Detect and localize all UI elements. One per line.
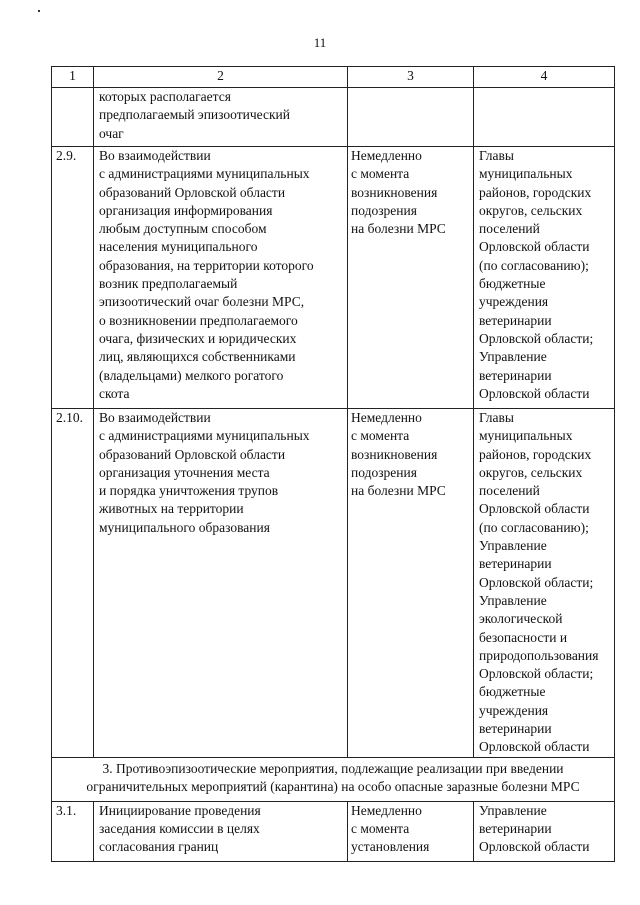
text-line: возникновения — [351, 184, 438, 200]
text-line: муниципального образования — [99, 519, 270, 535]
text-line: (по согласованию); — [479, 519, 589, 535]
text-line: округов, сельских — [479, 202, 583, 218]
text-line: с администрациями муниципальных — [99, 166, 310, 182]
text-line: на болезни МРС — [351, 221, 446, 237]
text-line: бюджетные — [479, 276, 546, 292]
text-line: Орловской области — [479, 739, 590, 755]
text-line: организация уточнения места — [99, 464, 270, 480]
text-line: ветеринарии — [479, 312, 552, 328]
section-3-heading-row — [52, 757, 615, 801]
text-line: ветеринарии — [479, 367, 552, 383]
text-line: экологической — [479, 611, 563, 627]
text-line: Орловской области; — [479, 666, 594, 682]
text-line: Орловской области; — [479, 574, 594, 590]
measure-cell — [94, 147, 348, 409]
text-line: образований Орловской области — [99, 184, 286, 200]
responsible-cell — [474, 88, 615, 147]
text-line: Орловской области — [479, 385, 590, 401]
text-line: природопользования — [479, 647, 599, 663]
text-line: возник предполагаемый — [99, 276, 238, 292]
text-line: очага, физических и юридических — [99, 330, 297, 346]
deadline-cell — [348, 801, 474, 861]
text-line: ветеринарии — [479, 820, 552, 836]
section-heading-line: 3. Противоэпизоотические мероприятия, подлежащие реализации при введении — [102, 760, 564, 776]
text-line: ветеринарии — [479, 556, 552, 572]
text-line: Управление — [479, 802, 547, 818]
text-line: районов, городских — [479, 184, 592, 200]
text-line: образований Орловской области — [99, 446, 286, 462]
header-cell-3: 3 — [348, 67, 474, 88]
section-heading — [52, 757, 615, 801]
text-line: согласования границ — [99, 839, 219, 855]
measure-cell — [94, 801, 348, 861]
measure-cell — [94, 88, 348, 147]
text-line: установления — [351, 839, 430, 855]
text-line: Управление — [479, 349, 547, 365]
table-row-3-1 — [52, 801, 615, 861]
text-line: заседания комиссии в целях — [99, 820, 260, 836]
text-line: с администрациями муниципальных — [99, 428, 310, 444]
text-line: Инициирование проведения — [99, 802, 261, 818]
row-number-cell: 2.10. — [52, 409, 94, 758]
text-line: Главы — [479, 410, 514, 425]
text-line: очаг — [99, 125, 124, 141]
text-line: с момента — [351, 166, 410, 182]
deadline-cell — [348, 147, 474, 409]
text-line: Орловской области — [479, 839, 590, 855]
text-line: эпизоотический очаг болезни МРС, — [99, 294, 305, 310]
text-line: учреждения — [479, 702, 549, 718]
text-line: населения муниципального — [99, 239, 258, 255]
text-line: которых располагается — [99, 89, 231, 104]
text-line: организация информирования — [99, 202, 273, 218]
responsible-cell — [474, 147, 615, 409]
text-line: муниципальных — [479, 166, 573, 182]
text-line: скота — [99, 385, 130, 401]
text-line: Немедленно — [351, 410, 422, 425]
measure-cell — [94, 409, 348, 758]
text-line: районов, городских — [479, 446, 592, 462]
text-line: и порядка уничтожения трупов — [99, 483, 279, 499]
row-number-cell — [52, 88, 94, 147]
text-line: Орловской области — [479, 501, 590, 517]
text-line: Орловской области — [479, 239, 590, 255]
text-line: муниципальных — [479, 428, 573, 444]
text-line: Немедленно — [351, 802, 422, 818]
text-line: ветеринарии — [479, 721, 552, 737]
text-line: на болезни МРС — [351, 483, 446, 499]
deadline-cell — [348, 88, 474, 147]
text-line: учреждения — [479, 294, 549, 310]
table-row-2-9 — [52, 147, 615, 409]
text-line: любым доступным способом — [99, 221, 267, 237]
text-line: (владельцами) мелкого рогатого — [99, 367, 284, 383]
text-line: образования, на территории которого — [99, 257, 314, 273]
table-header-row — [52, 67, 615, 88]
deadline-cell — [348, 409, 474, 758]
measures-table — [51, 66, 615, 862]
text-line: Немедленно — [351, 148, 422, 163]
text-line: подозрения — [351, 464, 417, 480]
text-line: с момента — [351, 428, 410, 444]
responsible-cell — [474, 409, 615, 758]
text-line: (по согласованию); — [479, 257, 589, 273]
text-line: Главы — [479, 148, 514, 163]
text-line: Управление — [479, 538, 547, 554]
text-line: о возникновении предполагаемого — [99, 312, 298, 328]
text-line: с момента — [351, 820, 410, 836]
scan-speck — [38, 10, 40, 12]
responsible-cell — [474, 801, 615, 861]
row-number-cell: 2.9. — [52, 147, 94, 409]
header-cell-2: 2 — [94, 67, 348, 88]
table-row-continuation — [52, 88, 615, 147]
text-line: лиц, являющихся собственниками — [99, 349, 296, 365]
text-line: подозрения — [351, 202, 417, 218]
row-number-cell: 3.1. — [52, 801, 94, 861]
text-line: безопасности и — [479, 629, 568, 645]
text-line: Управление — [479, 592, 547, 608]
header-cell-4: 4 — [474, 67, 615, 88]
page-number: 11 — [313, 35, 327, 50]
table-row-2-10 — [52, 409, 615, 758]
text-line: бюджетные — [479, 684, 546, 700]
text-line: Во взаимодействии — [99, 148, 211, 163]
header-cell-1: 1 — [52, 67, 94, 88]
text-line: поселений — [479, 483, 540, 499]
section-heading-line: ограничительных мероприятий (карантина) на особо опасные заразные болезни МРС — [86, 778, 580, 794]
text-line: предполагаемый эпизоотический — [99, 107, 290, 123]
text-line: поселений — [479, 221, 540, 237]
text-line: Орловской области; — [479, 330, 594, 346]
text-line: животных на территории — [99, 501, 244, 517]
text-line: округов, сельских — [479, 464, 583, 480]
text-line: возникновения — [351, 446, 438, 462]
text-line: Во взаимодействии — [99, 410, 211, 425]
